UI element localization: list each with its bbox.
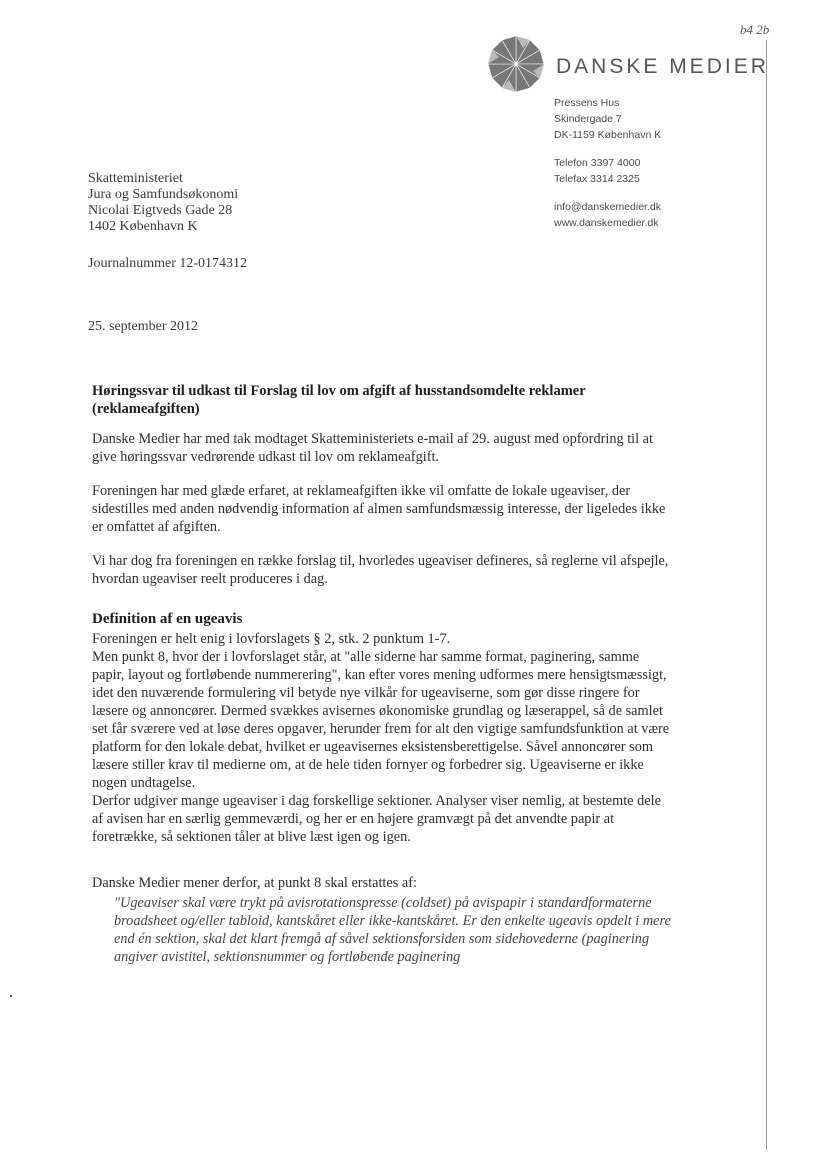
proposal-intro: Danske Medier mener derfor, at punkt 8 skal erstattes af: (92, 875, 417, 891)
subject-line: Høringssvar til udkast til Forslag til lov om afgift af husstandsomdelte reklamer (reklameafgiften) (92, 383, 586, 417)
letter-date: 25. september 2012 (88, 319, 199, 334)
body-paragraph: Danske Medier har med tak modtaget Skatteministeriets e-mail af 29. august med opfordring til at give høringssvar vedrørende udkast til lov om reklameafgift. (92, 431, 653, 465)
recipient-line: 1402 København K (88, 219, 198, 234)
body-text-span: Derfor udgiver mange ugeaviser i dag forskellige sektioner. Analyser viser nemlig, at bestemte dele af avisen har en særlig gemmeværdi, og her er en højere gramvægt på det anvendte (92, 793, 661, 827)
scan-speck (10, 995, 12, 997)
body-paragraph: Men punkt 8, hvor der i lovforslaget står, at "alle siderne har samme format, paginering, samme papir, layout og fortløbende nummerering", kan efter vores mening udformes mere hensigtsmæssigt, idet den nuværende formulering vil betyde nye vilkår for ugeaviserne, som gør disse ringere for læsere og annoncører. Dermed svækkes avisernes økonomiske grundlag og læserappel, så de samlet set får sværere ved at løse deres opgaver, herunder frem for alt den vigtige samfundsfunktion at være platform for den lokale debat, hvilket er ugeavisernes eksistensberettigelse. Såvel annoncører som læsere stiller krav til medierne om, at de hele tiden fornyer og forbedrer sig. Ugeaviserne er ikke nogen undtagelse. (92, 649, 670, 791)
email-line: info@danskemedier.dk (554, 201, 661, 213)
recipient-line: Jura og Samfundsøkonomi (88, 187, 239, 202)
website-line: www.danskemedier.dk (554, 217, 659, 229)
recipient-line: Nicolai Eigtveds Gade 28 (88, 203, 233, 218)
recipient-address-block (88, 171, 238, 235)
body-paragraph: Foreningen har med glæde erfaret, at reklameafgiften ikke vil omfatte de lokale ugeaviser, der sidestilles med anden nødvendig information af almen samfundsmæssig interesse, der ligeledes ikke er omfattet af afgiften. (92, 483, 666, 535)
section-heading: Definition af en ugeavis (92, 611, 243, 627)
body-paragraph: Foreningen er helt enig i lovforslagets § 2, stk. 2 punktum 1-7. (92, 631, 451, 647)
phone-line: Telefon 3397 4000 (554, 157, 641, 169)
brand-name: DANSKE MEDIER (556, 55, 769, 78)
sender-address-block (554, 95, 754, 231)
page-mark: b4 2b (740, 22, 770, 37)
address-line: Pressens Hus (554, 97, 620, 109)
proposal-quote: "Ugeaviser skal være trykt på avisrotationspresse (coldset) på avispapir i standardformaterne broadsheet og/eller tabloid, kantskåret eller ikke-kantskåret. Er den enkelte ugeavis opdelt i mere end én sektion, skal det klart fremgå af såvel sektionsforsiden som sidehovederne (paginering angiver avistitel, sektionsnummer og fortløbende paginering (114, 895, 671, 965)
address-line: DK-1159 København K (554, 129, 662, 141)
body-text-span: papir at foretrække, så sektionen tåler at blive læst igen og igen. (92, 811, 615, 845)
recipient-line: Skatteministeriet (88, 171, 183, 186)
body-paragraph (92, 792, 672, 846)
margin-rule (766, 40, 767, 1150)
address-line: Skindergade 7 (554, 113, 622, 125)
danske-medier-logo-icon (486, 34, 546, 94)
journal-number: Journalnummer 12-0174312 (88, 256, 248, 271)
body-paragraph: Vi har dog fra foreningen en række forslag til, hvorledes ugeaviser defineres, så reglerne vil afspejle, hvordan ugeaviser reelt produceres i dag. (92, 553, 669, 587)
fax-line: Telefax 3314 2325 (554, 173, 640, 185)
letter-body (92, 382, 672, 966)
